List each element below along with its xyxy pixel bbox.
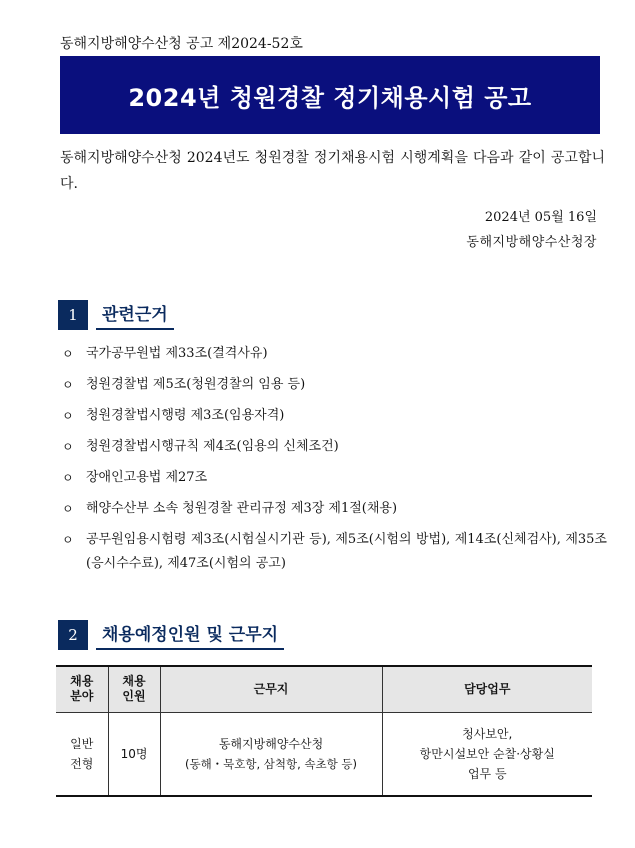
section-2-number: 2	[58, 620, 88, 650]
cell-field: 일반 전형	[56, 712, 108, 796]
list-item: ㅇ 청원경찰법시행규칙 제4조(임용의 신체조건)	[62, 435, 607, 459]
header-field: 채용 분야	[56, 666, 108, 712]
title-banner	[60, 56, 600, 134]
bullet-icon: ㅇ	[62, 440, 74, 454]
notice-number: 동해지방해양수산청 공고 제2024-52호	[60, 36, 303, 52]
table-header-row	[56, 666, 592, 712]
bullet-icon: ㅇ	[62, 471, 74, 485]
intro-paragraph: 동해지방해양수산청 2024년도 청원경찰 정기채용시험 시행계획을 다음과 같이 공고합니다.	[60, 150, 605, 192]
cell-duty: 청사보안, 항만시설보안 순찰·상황실 업무 등	[382, 712, 592, 796]
list-item: ㅇ 해양수산부 소속 청원경찰 관리규정 제3장 제1절(채용)	[62, 497, 607, 521]
list-item: ㅇ 국가공무원법 제33조(결격사유)	[62, 342, 607, 366]
legal-basis-list	[62, 342, 607, 583]
section-2-heading	[58, 620, 284, 650]
header-workplace: 근무지	[160, 666, 382, 712]
list-item: ㅇ 공무원임용시험령 제3조(시험실시기관 등), 제5조(시험의 방법), 제14조(신체검사), 제35조(응시수수료), 제47조(시험의 공고)	[62, 528, 607, 576]
section-2-title: 채용예정인원 및 근무지	[96, 620, 284, 650]
section-1-number: 1	[58, 300, 88, 330]
notice-date: 2024년 05월 16일	[484, 210, 597, 225]
header-count: 채용 인원	[108, 666, 160, 712]
header-duty: 담당업무	[382, 666, 592, 712]
recruitment-table	[56, 665, 592, 797]
section-1-title: 관련근거	[96, 300, 174, 330]
bullet-icon: ㅇ	[62, 347, 74, 361]
list-item: ㅇ 청원경찰법시행령 제3조(임용자격)	[62, 404, 607, 428]
section-1-heading	[58, 300, 174, 330]
list-item: ㅇ 청원경찰법 제5조(청원경찰의 임용 등)	[62, 373, 607, 397]
bullet-icon: ㅇ	[62, 378, 74, 392]
page-title: 2024년 청원경찰 정기채용시험 공고	[128, 83, 532, 112]
issuing-agency: 동해지방해양수산청장	[466, 235, 597, 250]
bullet-icon: ㅇ	[62, 409, 74, 423]
cell-count: 10명	[108, 712, 160, 796]
table-row	[56, 712, 592, 796]
cell-workplace: 동해지방해양수산청 (동해・묵호항, 삼척항, 속초항 등)	[160, 712, 382, 796]
bullet-icon: ㅇ	[62, 502, 74, 516]
list-item: ㅇ 장애인고용법 제27조	[62, 466, 607, 490]
bullet-icon: ㅇ	[62, 533, 74, 547]
